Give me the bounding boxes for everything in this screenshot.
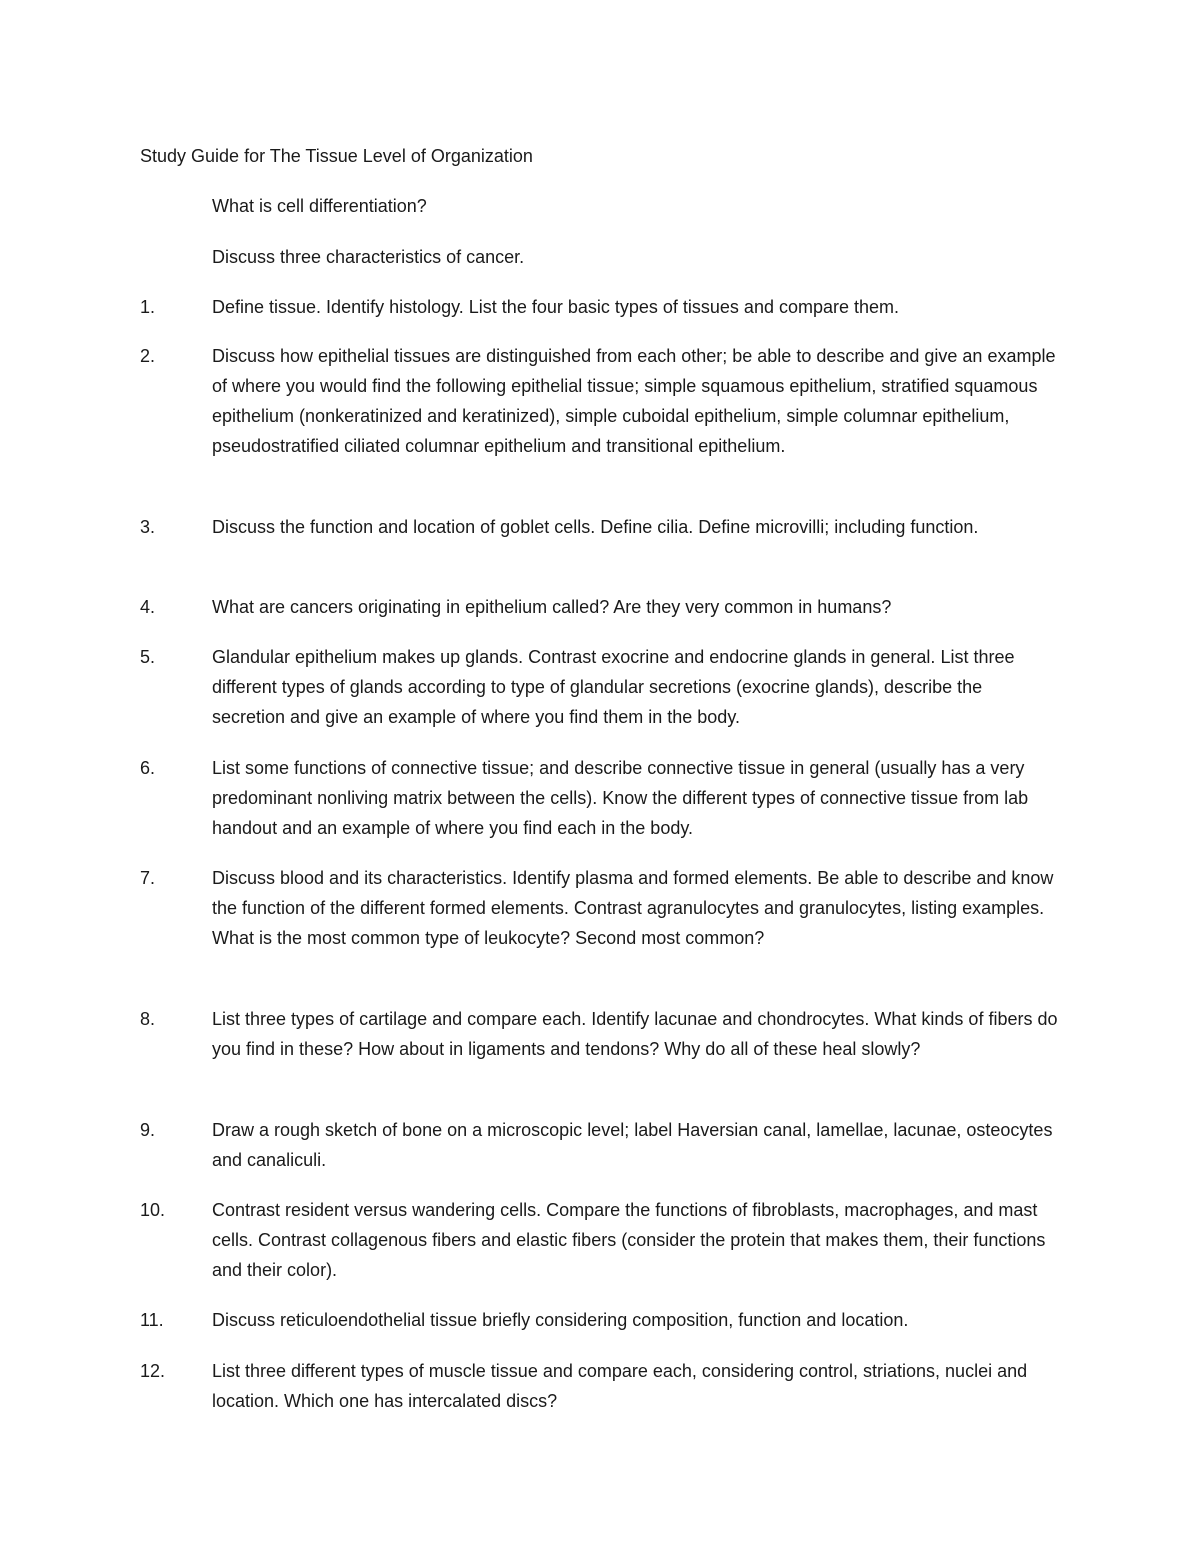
page-title: Study Guide for The Tissue Level of Organization bbox=[140, 146, 533, 166]
list-item bbox=[140, 1004, 1060, 1064]
item-number: 8. bbox=[140, 1009, 156, 1029]
item-text: List some functions of connective tissue; and describe connective tissue in general (usually has a very predominant nonliving matrix between the cells). Know the different types of connective tissue from lab handout and an example of where you find each in the body. bbox=[212, 758, 1029, 838]
list-item bbox=[140, 512, 1060, 542]
intro-question: Discuss three characteristics of cancer. bbox=[212, 247, 525, 267]
item-number: 5. bbox=[140, 647, 156, 667]
item-number: 11. bbox=[140, 1310, 164, 1330]
item-number: 1. bbox=[140, 297, 156, 317]
list-item bbox=[140, 341, 1060, 461]
item-text: Glandular epithelium makes up glands. Contrast exocrine and endocrine glands in general. List three different types of glands according to type of glandular secretions (exocrine glands), describe the secretion and give an example of where you find them in the body. bbox=[212, 647, 1015, 727]
list-item bbox=[140, 753, 1060, 843]
item-text: Contrast resident versus wandering cells. Compare the functions of fibroblasts, macrophages, and mast cells. Contrast collagenous fibers and elastic fibers (consider the protein that makes them, their functions and their color). bbox=[212, 1200, 1046, 1280]
list-item bbox=[140, 592, 1060, 622]
item-number: 12. bbox=[140, 1361, 166, 1381]
item-text: Define tissue. Identify histology. List the four basic types of tissues and compare them. bbox=[212, 297, 900, 317]
item-number: 6. bbox=[140, 758, 156, 778]
item-text: Discuss blood and its characteristics. Identify plasma and formed elements. Be able to describe and know the function of the different formed elements. Contrast agranulocytes and granulocytes, listing examples. What is the most common type of leukocyte? Second most common? bbox=[212, 868, 1054, 948]
item-number: 9. bbox=[140, 1120, 156, 1140]
item-number: 4. bbox=[140, 597, 156, 617]
list-item bbox=[140, 863, 1060, 953]
item-text: List three types of cartilage and compare each. Identify lacunae and chondrocytes. What kinds of fibers do you find in these? How about in ligaments and tendons? Why do all of these heal slowly? bbox=[212, 1009, 1058, 1059]
list-item bbox=[140, 1305, 1060, 1335]
intro-question: What is cell differentiation? bbox=[212, 196, 427, 216]
item-number: 7. bbox=[140, 868, 156, 888]
item-text: Draw a rough sketch of bone on a microscopic level; label Haversian canal, lamellae, lacunae, osteocytes and canaliculi. bbox=[212, 1120, 1053, 1170]
item-number: 3. bbox=[140, 517, 156, 537]
item-number: 10. bbox=[140, 1200, 166, 1220]
item-text: Discuss the function and location of goblet cells. Define cilia. Define microvilli; including function. bbox=[212, 517, 979, 537]
list-item bbox=[140, 1115, 1060, 1175]
list-item bbox=[140, 1195, 1060, 1285]
item-text: Discuss reticuloendothelial tissue briefly considering composition, function and location. bbox=[212, 1310, 909, 1330]
item-text: Discuss how epithelial tissues are distinguished from each other; be able to describe and give an example of where you would find the following epithelial tissue; simple squamous epithelium, stratified squamous epithelium (nonkeratinized and keratinized), simple cuboidal epithelium, simple columnar epithelium, pseudostratified ciliated columnar epithelium and transitional epithelium. bbox=[212, 346, 1056, 456]
list-item bbox=[140, 642, 1060, 732]
item-text: What are cancers originating in epithelium called? Are they very common in humans? bbox=[212, 597, 892, 617]
item-text: List three different types of muscle tissue and compare each, considering control, striations, nuclei and location. Which one has intercalated discs? bbox=[212, 1361, 1028, 1411]
list-item bbox=[140, 1356, 1060, 1416]
list-item bbox=[140, 292, 1060, 322]
item-number: 2. bbox=[140, 346, 156, 366]
